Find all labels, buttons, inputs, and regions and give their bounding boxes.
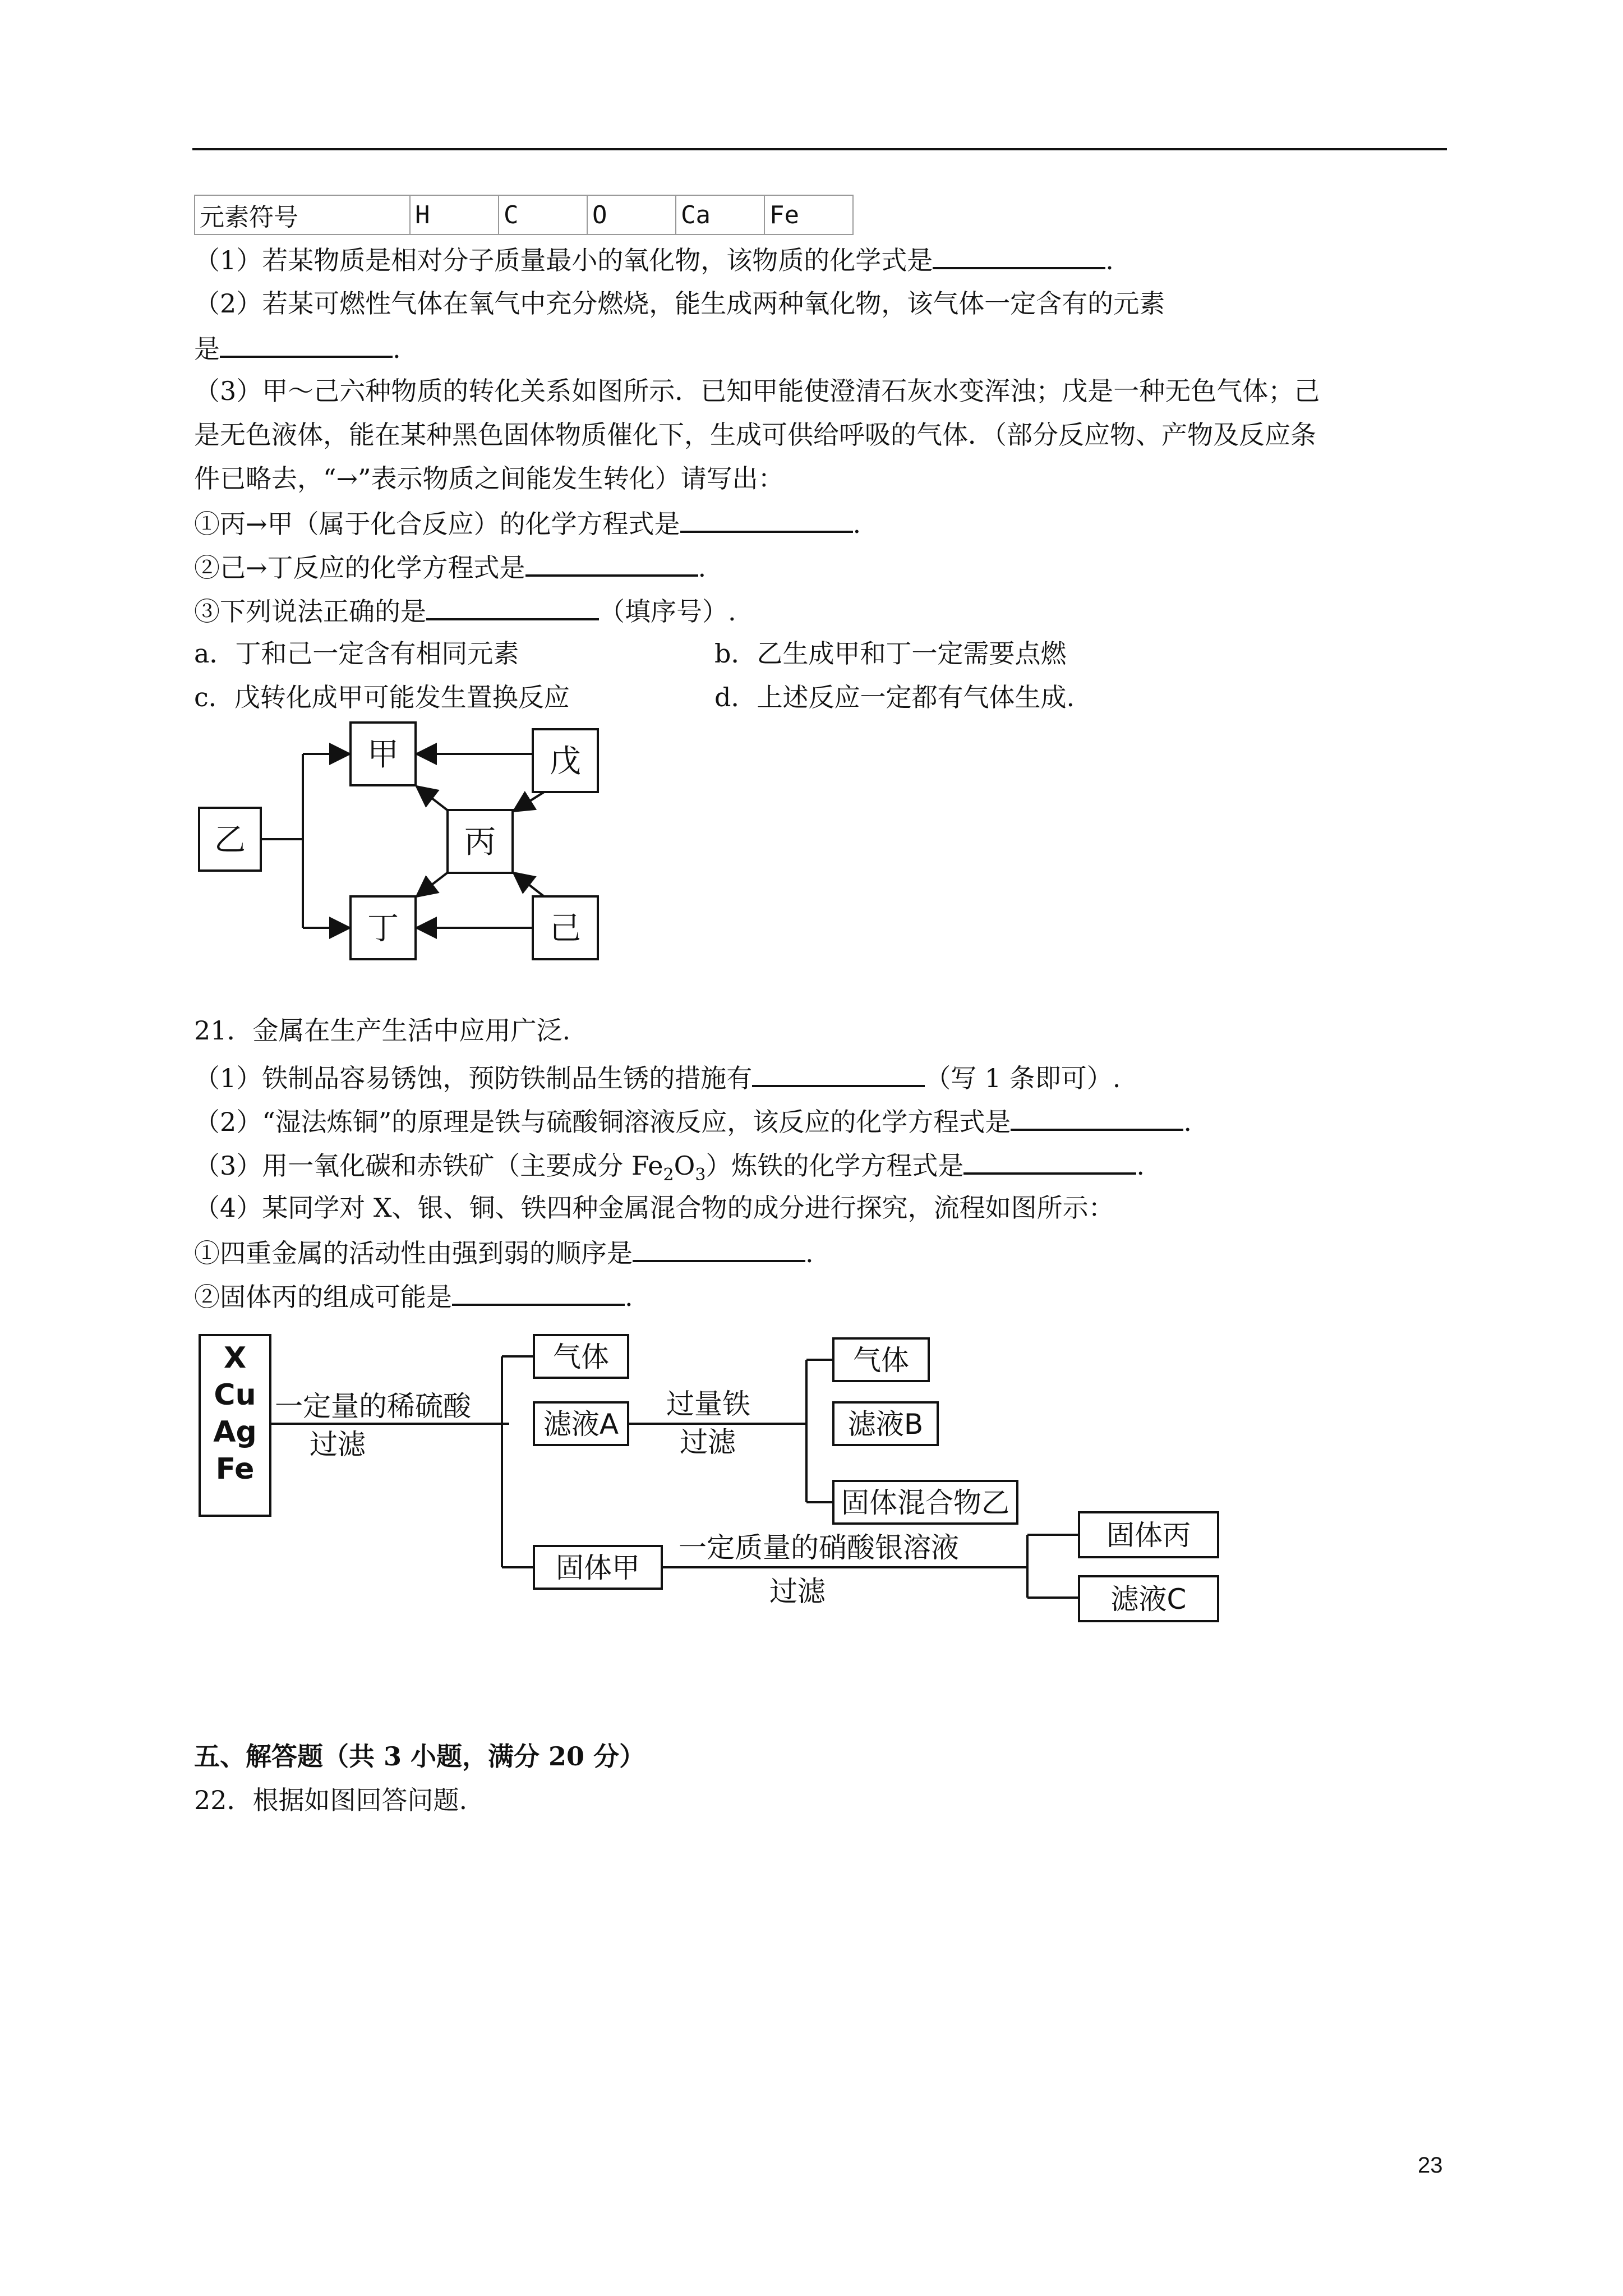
table-header-cell: 元素符号	[195, 195, 410, 234]
q21-sub1	[194, 1235, 814, 1269]
answer-blank[interactable]	[752, 1060, 925, 1087]
q20-part2-end: .	[393, 334, 401, 364]
q20-sub2-text: ②己→丁反应的化学方程式是	[194, 553, 525, 583]
metal-label: Cu	[214, 1378, 256, 1412]
q22-text: 22．根据如图回答问题.	[194, 1785, 468, 1815]
answer-blank[interactable]	[426, 593, 599, 620]
answer-blank[interactable]	[525, 550, 698, 577]
metal-label: Ag	[213, 1415, 257, 1449]
q21-part3-end: .	[1136, 1151, 1145, 1181]
table-cell: H	[410, 195, 499, 234]
table-cell: Ca	[676, 195, 764, 234]
q21-part2	[194, 1104, 1192, 1138]
label-yi: 乙	[214, 822, 246, 858]
q20-part2-line2	[194, 331, 401, 365]
q21-sub1-text: ①四重金属的活动性由强到弱的顺序是	[194, 1238, 633, 1268]
option-c: c．戊转化成甲可能发生置换反应	[194, 682, 570, 712]
gas2-label: 气体	[853, 1344, 909, 1377]
q20-part3-line2: 是无色液体，能在某种黑色固体物质催化下，生成可供给呼吸的气体．（部分反应物、产物及反应条	[194, 420, 1316, 450]
q20-sub1-text: ①丙→甲（属于化合反应）的化学方程式是	[194, 509, 680, 539]
answer-blank[interactable]	[963, 1148, 1136, 1175]
q21-part2-end: .	[1183, 1107, 1192, 1137]
answer-blank[interactable]	[633, 1235, 805, 1262]
option-b: b．乙生成甲和丁一定需要点燃	[714, 638, 1067, 669]
q20-part2-text: 是	[194, 334, 220, 364]
filtrate-a-label: 滤液A	[543, 1408, 619, 1441]
solid-mix-yi-label: 固体混合物乙	[841, 1487, 1009, 1519]
filter2-label: 过滤	[680, 1426, 736, 1458]
reagent3-label: 一定质量的硝酸银溶液	[679, 1531, 959, 1564]
table-cell: Fe	[764, 195, 853, 234]
filtrate-b-label: 滤液B	[847, 1408, 924, 1441]
element-symbol-table	[194, 195, 854, 235]
q21-part2-text: （2）“湿法炼铜”的原理是铁与硫酸铜溶液反应，该反应的化学方程式是	[194, 1107, 1011, 1137]
q20-sub3	[194, 593, 736, 628]
q20-sub3-end: （填序号）.	[599, 596, 736, 627]
answer-blank[interactable]	[220, 331, 393, 358]
conversion-diagram	[185, 712, 634, 970]
q20-part3-line3: 件已略去，“→”表示物质之间能发生转化）请写出：	[194, 463, 784, 494]
q21-sub1-end: .	[805, 1238, 814, 1268]
q21-part3-text2: ）炼铁的化学方程式是	[706, 1151, 964, 1181]
q21-part3	[194, 1148, 1145, 1191]
filter3-label: 过滤	[769, 1575, 826, 1608]
option-a: a．丁和己一定含有相同元素	[194, 638, 519, 669]
q20-part1	[194, 242, 1114, 277]
filtrate-c-label: 滤液C	[1110, 1583, 1187, 1616]
q21-sub2-text: ②固体丙的组成可能是	[194, 1282, 452, 1312]
page-number: 23	[1418, 2153, 1443, 2178]
answer-blank[interactable]	[452, 1279, 625, 1306]
label-wu: 戊	[550, 743, 581, 780]
q21-part1	[194, 1060, 1121, 1094]
answer-blank[interactable]	[933, 242, 1105, 269]
label-ding: 丁	[367, 910, 399, 947]
label-bing: 丙	[464, 824, 496, 861]
reagent2-label: 过量铁	[666, 1388, 750, 1420]
subscript: 2	[663, 1165, 674, 1185]
q20-sub2	[194, 550, 706, 584]
q21-sub2	[194, 1279, 633, 1313]
answer-blank[interactable]	[680, 506, 853, 533]
q21-part4: （4）某同学对 X、银、铜、铁四种金属混合物的成分进行探究，流程如图所示：	[194, 1193, 1114, 1223]
q20-sub1	[194, 506, 861, 540]
q20-part1-text: （1）若某物质是相对分子质量最小的氧化物，该物质的化学式是	[194, 245, 933, 275]
metal-flow-chart	[191, 1329, 1234, 1644]
q20-sub2-end: .	[698, 553, 707, 583]
q21-part3-text: （3）用一氧化碳和赤铁矿（主要成分 Fe	[194, 1151, 663, 1181]
reagent1-label: 一定量的稀硫酸	[275, 1390, 471, 1423]
option-d: d．上述反应一定都有气体生成.	[714, 682, 1075, 712]
solid-jia-label: 固体甲	[556, 1552, 640, 1584]
gas1-label: 气体	[553, 1341, 609, 1373]
q21-sub2-end: .	[625, 1282, 633, 1312]
metal-label: X	[223, 1341, 247, 1375]
metal-label: Fe	[215, 1452, 255, 1486]
header-rule	[192, 148, 1447, 150]
section-heading: 五、解答题（共 3 小题，满分 20 分）	[194, 1741, 645, 1772]
answer-blank[interactable]	[1011, 1104, 1183, 1131]
q20-part1-end: .	[1105, 245, 1114, 275]
q21-part1-end: （写 1 条即可）.	[925, 1063, 1121, 1093]
q20-sub1-end: .	[852, 509, 861, 539]
label-jia: 甲	[367, 737, 399, 773]
q21-title: 21．金属在生产生活中应用广泛.	[194, 1015, 571, 1046]
filter1-label: 过滤	[310, 1428, 366, 1461]
table-cell: O	[587, 195, 676, 234]
table-cell: C	[499, 195, 587, 234]
q21-part3-formula: O	[674, 1151, 695, 1181]
q20-part2-line1: （2）若某可燃性气体在氧气中充分燃烧，能生成两种氧化物，该气体一定含有的元素	[194, 288, 1165, 319]
q20-part3-line1: （3）甲～己六种物质的转化关系如图所示．已知甲能使澄清石灰水变浑浊；戊是一种无色气体；己	[194, 376, 1320, 406]
solid-bing-label: 固体丙	[1106, 1519, 1191, 1552]
subscript: 3	[695, 1165, 706, 1185]
label-ji: 己	[550, 910, 581, 947]
q21-part1-text: （1）铁制品容易锈蚀，预防铁制品生锈的措施有	[194, 1063, 753, 1093]
q20-sub3-text: ③下列说法正确的是	[194, 596, 426, 627]
